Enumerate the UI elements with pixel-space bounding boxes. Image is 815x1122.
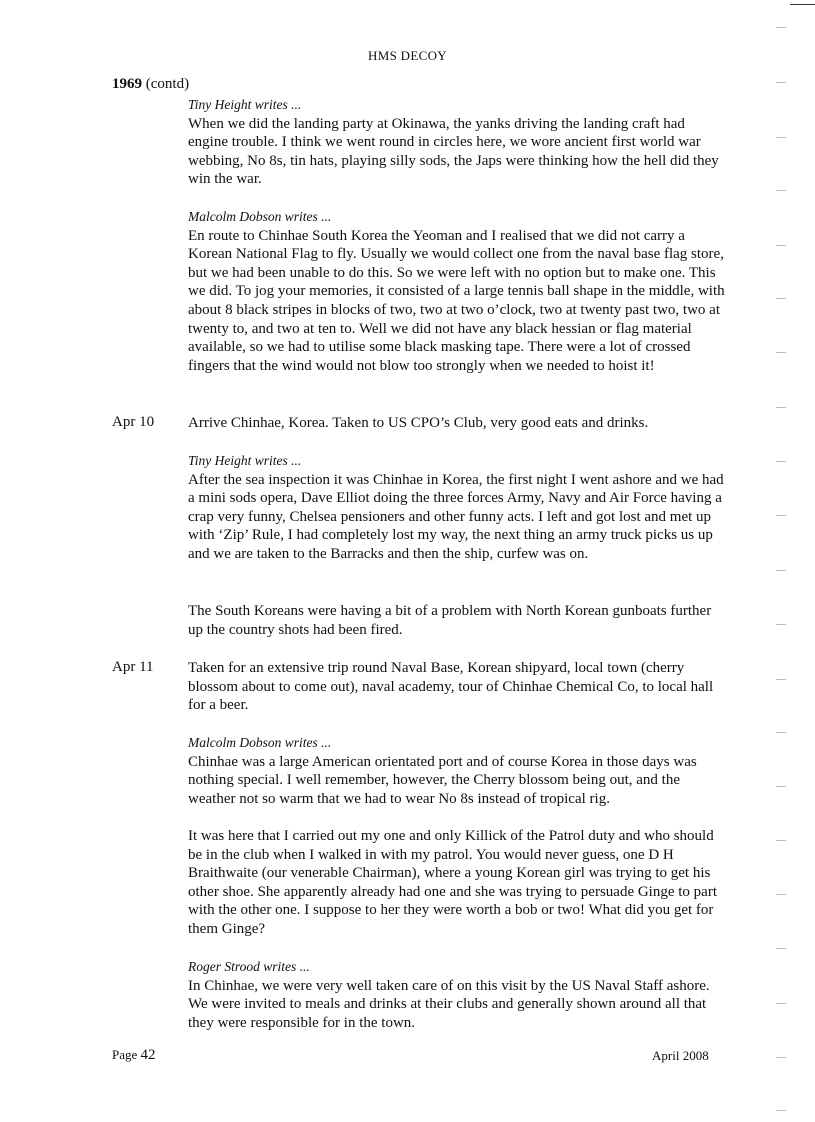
- margin-tick: [776, 1110, 786, 1111]
- entry-author: Tiny Height writes ...: [188, 97, 302, 112]
- margin-tick: [776, 894, 786, 895]
- margin-tick: [776, 948, 786, 949]
- entry-tiny-height-okinawa: [188, 96, 728, 189]
- margin-tick: [776, 786, 786, 787]
- year-label: 1969: [112, 76, 142, 92]
- entry-author: Malcolm Dobson writes ...: [188, 735, 332, 750]
- section-year-heading: [112, 76, 189, 93]
- margin-tick: [776, 570, 786, 571]
- margin-tick: [776, 732, 786, 733]
- entry-author: Tiny Height writes ...: [188, 453, 302, 468]
- entry-malcolm-dobson-chinhae: [188, 734, 728, 808]
- entry-paragraph: It was here that I carried out my one and only Killick of the Patrol duty and who should be in the club when I walked in with my patrol. You would never guess, one D H Braithwaite (our venerable Chairman), where a young Korean girl was trying to get his other shoe. She apparently already had one and she was trying to persuade Ginge to part with the other one. I suppose to her they were worth a bob or two! What did you get for them Ginge?: [188, 828, 717, 937]
- margin-tick: [776, 245, 786, 246]
- page-number: 42: [140, 1047, 156, 1063]
- page-label: Page: [112, 1047, 138, 1062]
- entry-tiny-height-chinhae: [188, 452, 728, 564]
- entry-paragraph: The South Koreans were having a bit of a problem with North Korean gunboats further up the country shots had been fired.: [188, 603, 712, 638]
- entry-malcolm-dobson-patrol: [188, 827, 728, 939]
- entry-apr-11: [188, 659, 728, 715]
- page-footer-date: April 2008: [652, 1048, 709, 1063]
- entry-paragraph: When we did the landing party at Okinawa, the yanks driving the landing craft had engine trouble. I think we went round in circles here, we wore ancient first world war webbing, No 8s, tin hats, playing silly sods, the Japs were thinking how the hell did they win the war.: [188, 115, 719, 188]
- entry-author: Roger Strood writes ...: [188, 959, 310, 974]
- margin-tick: [776, 190, 786, 191]
- margin-tick: [776, 407, 786, 408]
- entry-tiny-height-gunboats: [188, 602, 728, 639]
- entry-author: Malcolm Dobson writes ...: [188, 209, 332, 224]
- margin-tick: [776, 461, 786, 462]
- margin-tick: [776, 624, 786, 625]
- margin-tick: [776, 82, 786, 83]
- date-apr-11: Apr 11: [112, 659, 154, 675]
- page-footer-number: [112, 1047, 156, 1064]
- contd-label: (contd): [145, 76, 190, 92]
- date-apr-10: Apr 10: [112, 414, 155, 430]
- page-header-title: HMS DECOY: [368, 48, 447, 63]
- margin-tick: [776, 840, 786, 841]
- entry-paragraph: Chinhae was a large American orientated port and of course Korea in those days was nothing special. I well remember, however, the Cherry blossom being out, and the weather not so warm that we had to wear No 8s instead of tropical rig.: [188, 753, 697, 807]
- margin-tick: [776, 298, 786, 299]
- entry-apr-10: [188, 414, 728, 433]
- margin-tick: [776, 1057, 786, 1058]
- entry-paragraph: In Chinhae, we were very well taken care of on this visit by the US Naval Staff ashore. We were invited to meals and drinks at their clubs and generally shown around all that they were responsible for in the town.: [188, 977, 710, 1031]
- entry-roger-strood: [188, 958, 728, 1032]
- margin-tick: [776, 137, 786, 138]
- entry-paragraph: En route to Chinhae South Korea the Yeoman and I realised that we did not carry a Korean National Flag to fly. Usually we would collect one from the naval base flag store, but we had been unable to do this. So we were left with no option but to make one. This we did. To jog your memories, it consisted of a large tennis ball shape in the middle, with about 8 black stripes in blocks of two, two at two o’clock, two at twenty past two, two at twenty to, and two at ten to. Well we did not have any black hessian or flag material available, so we had to utilise some black masking tape. There were a lot of crossed fingers that the wind would not blow too strongly when we needed to hoist it!: [188, 227, 725, 374]
- margin-tick: [776, 352, 786, 353]
- margin-tick: [776, 27, 786, 28]
- entry-paragraph: Arrive Chinhae, Korea. Taken to US CPO’s Club, very good eats and drinks.: [188, 415, 649, 431]
- margin-tick: [776, 515, 786, 516]
- margin-tick: [776, 679, 786, 680]
- margin-tick: [776, 1003, 786, 1004]
- entry-paragraph: After the sea inspection it was Chinhae in Korea, the first night I went ashore and we had a mini sods opera, Dave Elliot doing the three forces Army, Navy and Air Force having a crap very funny, Chelsea pensioners and other funny acts. I left and got lost and met up with ‘Zip’ Rule, I had completely lost my way, the next thing an army truck picks us up and we are taken to the Barracks and then the ship, curfew was on.: [188, 471, 724, 562]
- entry-paragraph: Taken for an extensive trip round Naval Base, Korean shipyard, local town (cherry blossom about to come out), naval academy, tour of Chinhae Chemical Co, to local hall for a beer.: [188, 660, 714, 714]
- entry-malcolm-dobson-flag: [188, 208, 728, 375]
- scan-corner-mark: [790, 4, 815, 5]
